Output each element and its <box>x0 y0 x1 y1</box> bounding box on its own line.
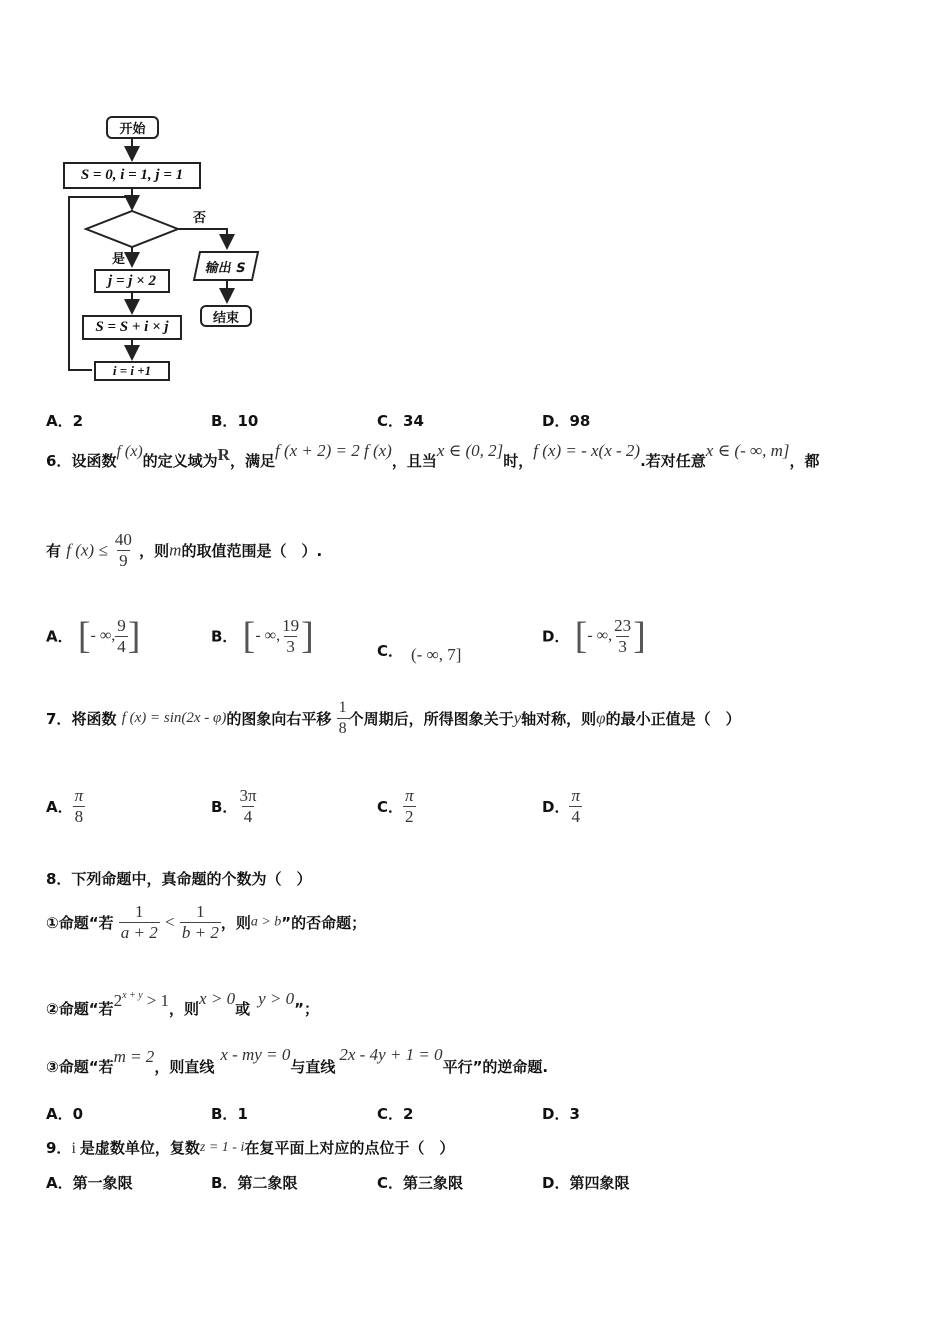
flow-step-i: i = i +1 <box>94 361 170 381</box>
q8-option-a[interactable]: A．0 <box>46 1105 84 1123</box>
q8-item3: ③命题“若m = 2，则直线x - my = 0与直线2x - 4y + 1 = 0平行”的逆命题. <box>46 1045 549 1076</box>
decision-diamond <box>86 211 178 247</box>
q8-option-d[interactable]: D．3 <box>542 1105 580 1123</box>
q6-option-d[interactable]: D． [- ∞, $\frac{23}{3}$ ] <box>542 615 646 657</box>
flowchart-connectors <box>40 105 280 395</box>
q6-option-b[interactable]: B． [- ∞, $\frac{19}{3}$ ] <box>211 615 314 657</box>
q9-option-d[interactable]: D．第四象限 <box>542 1174 630 1192</box>
q6-option-a[interactable]: A． [- ∞, $\frac{9}{4}$ ] <box>46 615 141 657</box>
q5-option-c[interactable]: C．34 <box>377 412 424 430</box>
q8-item2: ②命题“若$2^{x + y} > 1$，则x > 0或y > 0”； <box>46 989 319 1018</box>
q9-option-b[interactable]: B．第二象限 <box>211 1174 298 1192</box>
q5-option-b[interactable]: B．10 <box>211 412 259 430</box>
flow-init: S = 0, i = 1, j = 1 <box>63 162 201 189</box>
q5-option-d[interactable]: D．98 <box>542 412 591 430</box>
q7-option-a[interactable]: A． $\frac{\pi}{8}$ <box>46 786 84 826</box>
flow-step-s: S = S + i × j <box>82 315 182 340</box>
q7-stem: 7．将函数 f (x) = sin(2x - φ)的图象向右平移 $\frac{1}{8}$ 个周期后，所得图象关于y轴对称，则φ的最小正值是（ ） <box>46 699 741 737</box>
q8-item1: ①命题“若 $\frac{1}{a + 2}$ < $\frac{1}{b + 2}$ ，则a > b”的否命题； <box>46 902 367 942</box>
q9-option-a[interactable]: A．第一象限 <box>46 1174 133 1192</box>
flow-step-j: j = j × 2 <box>94 269 170 293</box>
q5-option-a[interactable]: A．2 <box>46 412 84 430</box>
q7-option-d[interactable]: D． $\frac{\pi}{4}$ <box>542 786 580 826</box>
flow-yes-label: 是 <box>112 252 126 267</box>
q6-line1: 6．设函数f (x)的定义域为R，满足f (x + 2) = 2 f (x)，且当x ∈ (0, 2]时，f (x) = - x(x - 2).若对任意x ∈ (- ∞, m]，都 <box>46 441 820 470</box>
flow-end: 结束 <box>200 305 252 327</box>
flow-no-label: 否 <box>193 211 207 226</box>
q8-stem: 8．下列命题中，真命题的个数为（ ） <box>46 870 312 888</box>
q7-option-c[interactable]: C． $\frac{\pi}{2}$ <box>377 786 414 826</box>
q6-ineq-frac: $\frac{40}{9}$ <box>114 530 132 570</box>
q6-line2: 有 f (x) ≤ $\frac{40}{9}$ ，则m的取值范围是（ ）. <box>46 530 323 570</box>
flowchart <box>40 105 280 395</box>
q9-option-c[interactable]: C．第三象限 <box>377 1174 464 1192</box>
flow-output: 输出 S <box>193 251 259 281</box>
q6-option-c[interactable]: C． (- ∞, 7] <box>377 642 462 664</box>
flow-start: 开始 <box>106 116 159 139</box>
q7-option-b[interactable]: B． $\frac{3\pi}{4}$ <box>211 786 257 826</box>
q8-option-b[interactable]: B．1 <box>211 1105 248 1123</box>
q8-option-c[interactable]: C．2 <box>377 1105 414 1123</box>
q9-stem: 9．i 是虚数单位，复数z = 1 - i在复平面上对应的点位于（ ） <box>46 1139 455 1157</box>
